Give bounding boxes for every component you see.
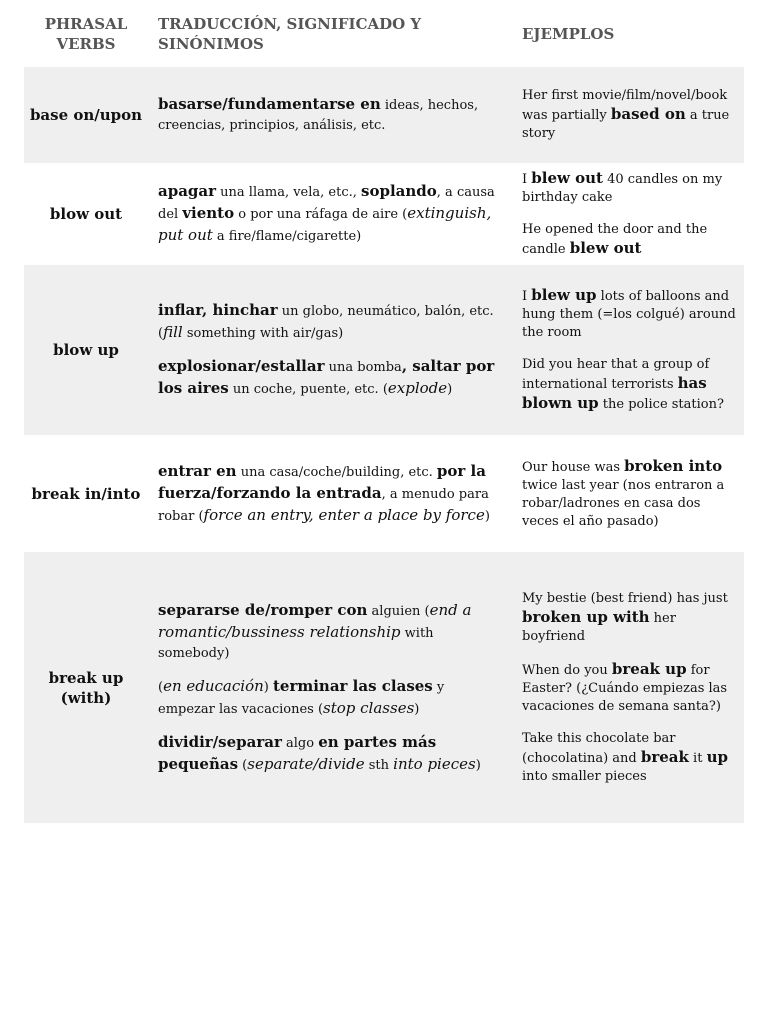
text-segment: the police station? xyxy=(598,397,724,412)
text-segment: up xyxy=(706,747,728,766)
text-segment: broken up with xyxy=(522,607,650,626)
text-segment: apagar xyxy=(158,182,217,200)
text-segment: blew out xyxy=(531,169,603,187)
text-segment: sth xyxy=(364,757,394,773)
text-segment: , a causa del xyxy=(158,185,495,222)
text-segment: with somebody) xyxy=(158,625,434,661)
text-segment: Did you hear that a group of international terrorists xyxy=(522,357,710,392)
text-segment: ) xyxy=(447,382,453,397)
text-segment: fill xyxy=(163,323,183,341)
example-paragraph xyxy=(522,356,738,414)
header-examples: EJEMPLOS xyxy=(522,24,615,43)
text-segment: ( xyxy=(158,679,164,695)
meaning-cell xyxy=(148,552,512,823)
phrasal-verb: break in/into xyxy=(31,484,141,503)
text-segment: algo xyxy=(281,735,319,751)
text-segment: una llama, vela, etc., xyxy=(216,185,362,200)
example-paragraph xyxy=(522,457,738,531)
text-segment: ) xyxy=(475,757,481,773)
table-row xyxy=(24,435,744,552)
example-paragraph xyxy=(522,660,738,716)
text-segment: un coche, puente, etc. ( xyxy=(228,382,388,397)
text-segment: blew out xyxy=(569,239,642,257)
example-paragraph xyxy=(522,590,738,646)
text-segment: something with air/gas) xyxy=(182,326,344,341)
meaning-paragraph xyxy=(158,300,502,344)
meaning-paragraph xyxy=(158,181,502,247)
text-segment: , a menudo para robar ( xyxy=(158,486,489,524)
text-segment: por la fuerza/forzando la entrada xyxy=(158,461,486,502)
text-segment: en educación xyxy=(163,676,264,695)
table-row xyxy=(24,163,744,265)
text-segment: alguien ( xyxy=(367,603,430,619)
text-segment: Our house was xyxy=(522,459,625,475)
text-segment: break xyxy=(640,747,689,766)
text-segment: I xyxy=(522,172,532,187)
text-segment: dividir/separar xyxy=(158,732,282,751)
meaning-cell xyxy=(148,67,512,163)
text-segment: inflar, hinchar xyxy=(158,301,278,319)
text-segment: Take this chocolate bar (chocolatina) and xyxy=(522,730,676,766)
text-segment: explosionar/estallar xyxy=(158,357,325,375)
table-row xyxy=(24,552,744,823)
phrasal-verb: blow up xyxy=(53,341,119,359)
text-segment: terminar las clases xyxy=(272,676,433,695)
meaning-paragraph xyxy=(158,356,502,400)
examples-cell xyxy=(512,163,744,265)
text-segment: a fire/flame/cigarette) xyxy=(212,229,362,244)
meaning-paragraph xyxy=(158,732,502,776)
examples-cell xyxy=(512,552,744,823)
text-segment: , saltar por los aires xyxy=(158,357,495,397)
text-segment: ) xyxy=(484,508,490,524)
meaning-paragraph xyxy=(158,461,502,527)
phrasal-verb: blow out xyxy=(49,205,123,223)
text-segment: into smaller pieces xyxy=(522,768,647,784)
text-segment: break up xyxy=(611,659,687,678)
text-segment: blew up xyxy=(531,286,597,304)
text-segment: una bomba xyxy=(324,360,402,375)
phrasal-verb: base on/upon xyxy=(29,106,143,124)
header-phrasal-verbs: PHRASAL VERBS xyxy=(44,14,128,53)
phrasal-verbs-table xyxy=(24,0,744,823)
text-segment: ) xyxy=(414,701,420,717)
text-segment: He opened the door and the candle xyxy=(522,222,708,257)
text-segment: My bestie (best friend) has just xyxy=(522,590,728,606)
meaning-cell xyxy=(148,435,512,552)
text-segment: it xyxy=(688,750,707,766)
phrasal-verb: break up (with) xyxy=(48,668,124,707)
meaning-paragraph xyxy=(158,94,502,136)
text-segment: una casa/coche/building, etc. xyxy=(236,464,437,480)
meaning-cell xyxy=(148,265,512,435)
examples-cell xyxy=(512,67,744,163)
text-segment: lots of balloons and hung them (=los colgué) around the room xyxy=(522,289,736,340)
text-segment: force an entry, enter a place by force xyxy=(203,505,485,524)
example-paragraph xyxy=(522,221,738,259)
example-paragraph xyxy=(522,169,738,207)
text-segment: entrar en xyxy=(158,461,237,480)
text-segment: her boyfriend xyxy=(522,610,676,644)
text-segment: viento xyxy=(182,204,235,222)
text-segment: separate/divide xyxy=(247,754,365,773)
text-segment: soplando xyxy=(361,182,437,200)
text-segment: Her first movie/film/novel/book was partially xyxy=(522,88,728,123)
text-segment: into pieces xyxy=(393,754,476,773)
text-segment: When do you xyxy=(522,662,612,678)
table-header-row xyxy=(24,0,744,67)
example-paragraph xyxy=(522,286,738,342)
meaning-paragraph xyxy=(158,600,502,664)
text-segment: for Easter? (¿Cuándo empiezas las vacaciones de semana santa?) xyxy=(522,662,728,714)
meaning-cell xyxy=(148,163,512,265)
text-segment: has blown up xyxy=(522,374,707,412)
examples-cell xyxy=(512,435,744,552)
text-segment: a true story xyxy=(522,108,730,141)
text-segment: explode xyxy=(387,379,448,397)
text-segment: y empezar las vacaciones ( xyxy=(158,679,445,717)
meaning-paragraph xyxy=(158,676,502,720)
text-segment: un globo, neumático, balón, etc. ( xyxy=(158,304,494,341)
text-segment: based on xyxy=(610,105,686,123)
text-segment: separarse de/romper con xyxy=(158,600,368,619)
example-paragraph xyxy=(522,87,738,143)
text-segment: extinguish, put out xyxy=(158,204,492,244)
text-segment: o por una ráfaga de aire ( xyxy=(234,207,408,222)
text-segment: 40 candles on my birthday cake xyxy=(522,172,723,205)
text-segment: ( xyxy=(238,757,248,773)
text-segment: en partes más pequeñas xyxy=(158,732,437,773)
text-segment: I xyxy=(522,289,532,304)
text-segment: stop classes xyxy=(323,698,415,717)
text-segment: end a romantic/bussiness relationship xyxy=(158,600,472,641)
table-row xyxy=(24,265,744,435)
table-row xyxy=(24,67,744,163)
text-segment: basarse/fundamentarse en xyxy=(158,95,381,113)
header-translation: TRADUCCIÓN, SIGNIFICADO Y SINÓNIMOS xyxy=(158,14,422,53)
text-segment: ideas, hechos, creencias, principios, análisis, etc. xyxy=(158,98,479,133)
text-segment: twice last year (nos entraron a robar/ladrones en casa dos veces el año pasado) xyxy=(522,477,725,529)
example-paragraph xyxy=(522,730,738,786)
text-segment: broken into xyxy=(624,456,723,475)
text-segment: ) xyxy=(263,679,273,695)
examples-cell xyxy=(512,265,744,435)
